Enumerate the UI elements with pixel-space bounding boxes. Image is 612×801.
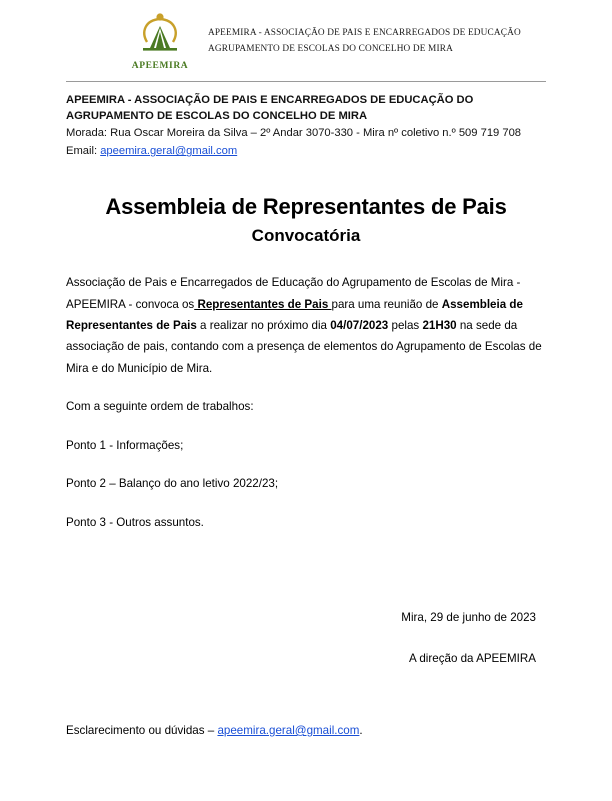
header-divider xyxy=(66,81,546,82)
p1-text-6: na sede da associação de pais, contando com a presença de elementos do Agrupamento de Escolas de Mira e do Município de Mira. xyxy=(66,318,542,375)
p1-text-2: - APEEMIRA - convoca os xyxy=(66,276,521,311)
footer-email-link[interactable]: apeemira.geral@gmail.com xyxy=(217,723,360,737)
signature-block xyxy=(66,607,546,670)
p1-emphasis-representantes: Representantes de Pais xyxy=(194,297,332,311)
p1-bold-time: 21H30 xyxy=(422,318,457,332)
org-name-line-2: AGRUPAMENTO DE ESCOLAS DO CONCELHO DE MIRA xyxy=(66,110,368,123)
logo-graphic-icon xyxy=(127,12,193,60)
p1-text-5: pelas xyxy=(391,318,420,332)
letterhead xyxy=(66,0,546,71)
letterhead-line-2: AGRUPAMENTO DE ESCOLAS DO CONCELHO DE MIRA xyxy=(208,43,453,54)
agenda-item: Ponto 3 - Outros assuntos. xyxy=(66,515,204,529)
p1-text-3: para uma reunião de xyxy=(331,297,439,311)
page-subtitle: Convocatória xyxy=(251,226,361,246)
agenda-list xyxy=(66,435,546,533)
letterhead-text xyxy=(208,26,521,57)
logo-wordmark: APEEMIRA xyxy=(131,61,189,71)
p1-bold-date: 04/07/2023 xyxy=(330,318,389,332)
email-line xyxy=(66,143,546,160)
signature-name: A direção da APEEMIRA xyxy=(409,652,536,666)
signature-date: Mira, 29 de junho de 2023 xyxy=(401,611,536,624)
apeemira-logo xyxy=(124,12,196,71)
body-paragraph-2: Com a seguinte ordem de trabalhos: xyxy=(66,400,254,414)
letterhead-line-1: APEEMIRA - ASSOCIAÇÃO DE PAIS E ENCARREGADOS DE EDUCAÇÃO xyxy=(208,28,521,39)
footer-prefix: Esclarecimento ou dúvidas – xyxy=(66,723,215,737)
document-body xyxy=(66,272,546,533)
p1-text-4: a realizar no próximo dia xyxy=(200,318,327,332)
footer-note xyxy=(66,724,546,737)
footer-suffix: . xyxy=(359,723,363,737)
body-paragraph-1 xyxy=(66,272,546,379)
address-block xyxy=(66,92,546,160)
email-label: Email: xyxy=(66,145,98,158)
email-link[interactable]: apeemira.geral@gmail.com xyxy=(100,145,238,158)
agenda-item: Ponto 1 - Informações; xyxy=(66,438,184,452)
p1-text-1: Associação de Pais e Encarregados de Educação do Agrupamento de Escolas de Mira xyxy=(66,276,514,290)
address-line: Morada: Rua Oscar Moreira da Silva – 2º Andar 3070-330 - Mira nº coletivo n.º 509 719 708 xyxy=(66,127,522,140)
p1-bold-representantes: de Representantes de Pais xyxy=(66,297,523,332)
org-name-line-1: APEEMIRA - ASSOCIAÇÃO DE PAIS E ENCARREGADOS DE EDUCAÇÃO DO xyxy=(66,94,474,106)
agenda-item: Ponto 2 – Balanço do ano letivo 2022/23; xyxy=(66,477,279,491)
page-title: Assembleia de Representantes de Pais xyxy=(105,194,507,220)
p1-bold-assembleia: Assembleia xyxy=(441,297,507,311)
